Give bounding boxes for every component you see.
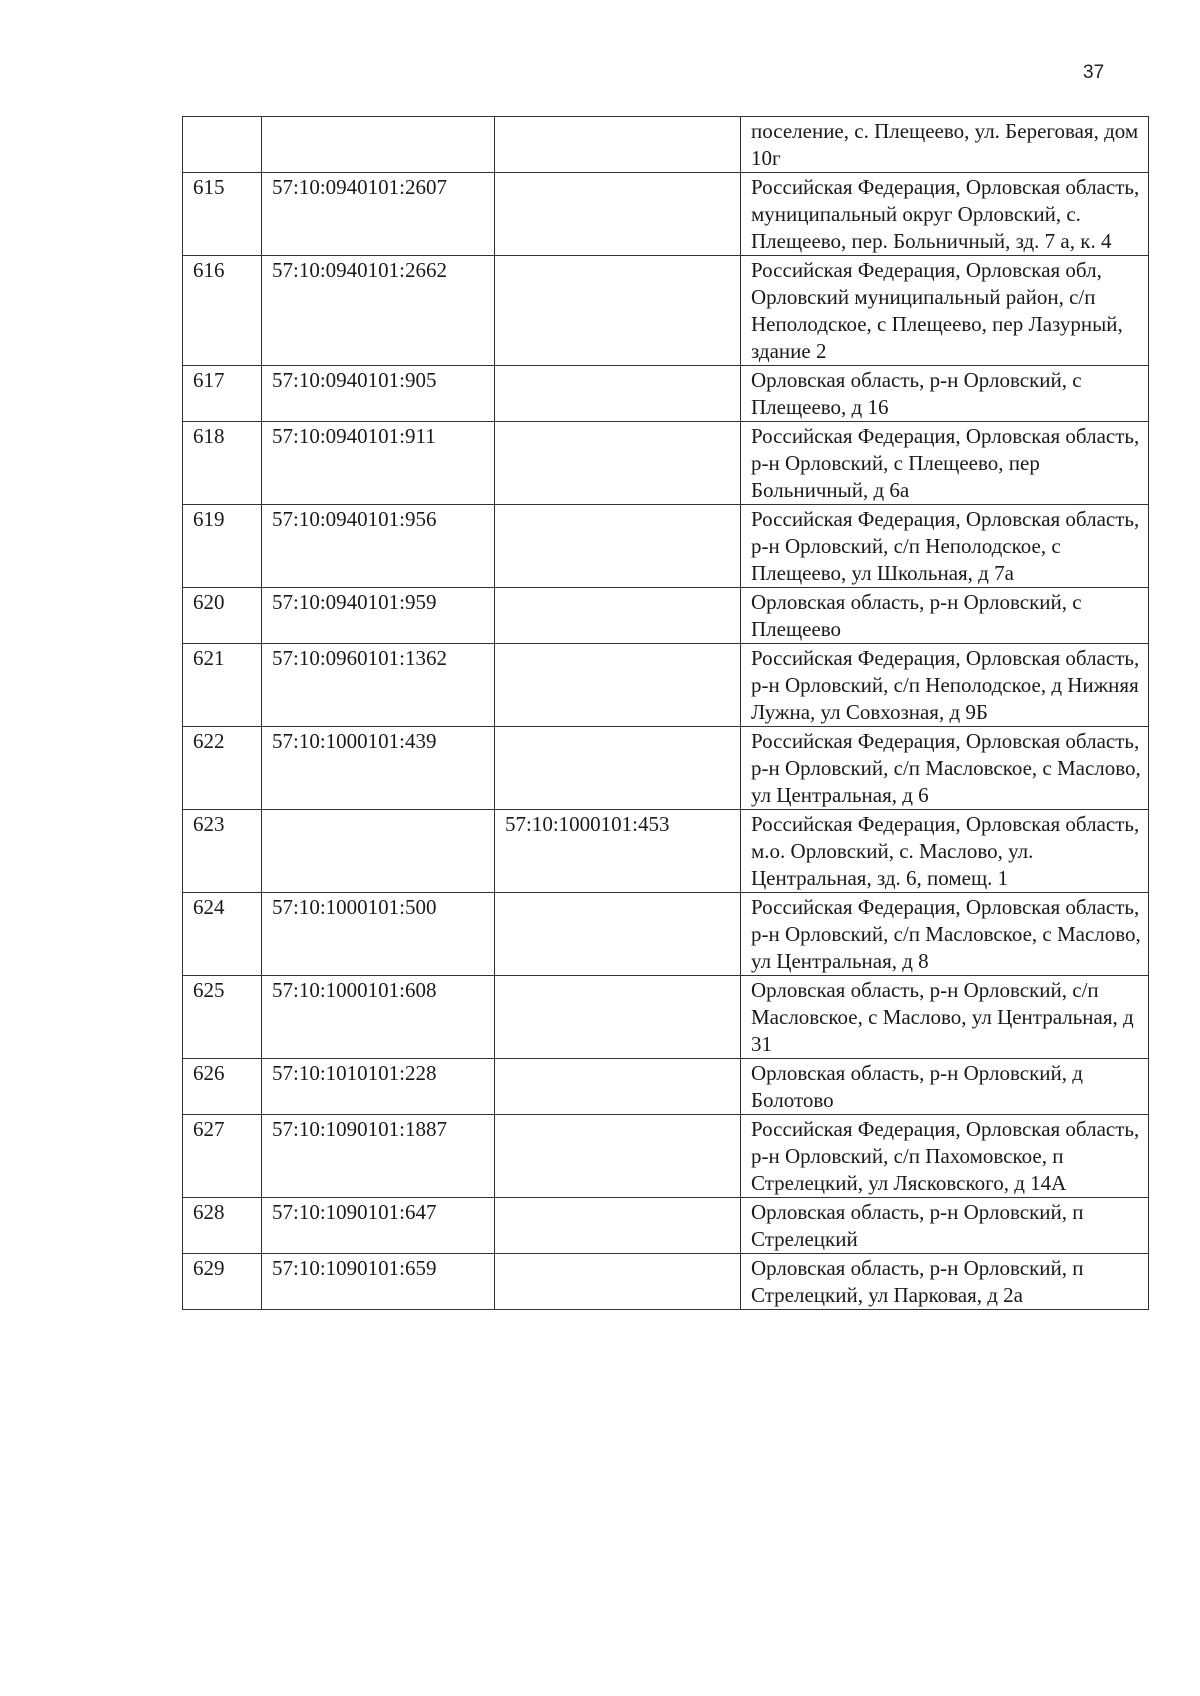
address-cell: Российская Федерация, Орловская область, р-н Орловский, с/п Пахомовское, п Стрелецкий, ул Лясковского, д 14А xyxy=(741,1115,1149,1198)
address-cell: Орловская область, р-н Орловский, д Болотово xyxy=(741,1059,1149,1115)
address-cell: поселение, с. Плещеево, ул. Береговая, дом 10г xyxy=(741,117,1149,173)
table-row xyxy=(183,1059,1149,1115)
related-cadastral-number-cell xyxy=(495,1115,741,1198)
cadastral-number-cell: 57:10:1090101:659 xyxy=(262,1254,495,1310)
page-number: 37 xyxy=(1083,62,1105,83)
related-cadastral-number-cell xyxy=(495,505,741,588)
address-cell: Российская Федерация, Орловская область, р-н Орловский, с/п Неполодское, д Нижняя Лужна, ул Совхозная, д 9Б xyxy=(741,644,1149,727)
table-row xyxy=(183,893,1149,976)
table-row xyxy=(183,256,1149,366)
address-cell: Российская Федерация, Орловская область, р-н Орловский, с Плещеево, пер Больничный, д 6а xyxy=(741,422,1149,505)
table-row xyxy=(183,588,1149,644)
cadastral-number-cell xyxy=(262,117,495,173)
cadastral-number-cell: 57:10:0940101:2607 xyxy=(262,173,495,256)
row-number-cell: 627 xyxy=(183,1115,262,1198)
cadastral-number-cell: 57:10:0940101:956 xyxy=(262,505,495,588)
row-number-cell: 616 xyxy=(183,256,262,366)
address-cell: Орловская область, р-н Орловский, п Стрелецкий, ул Парковая, д 2а xyxy=(741,1254,1149,1310)
address-cell: Орловская область, р-н Орловский, с Плещеево xyxy=(741,588,1149,644)
table-row xyxy=(183,117,1149,173)
cadastral-number-cell: 57:10:1090101:647 xyxy=(262,1198,495,1254)
row-number-cell: 615 xyxy=(183,173,262,256)
related-cadastral-number-cell xyxy=(495,117,741,173)
related-cadastral-number-cell xyxy=(495,173,741,256)
cadastral-number-cell: 57:10:1090101:1887 xyxy=(262,1115,495,1198)
related-cadastral-number-cell: 57:10:1000101:453 xyxy=(495,810,741,893)
related-cadastral-number-cell xyxy=(495,893,741,976)
cadastral-number-cell: 57:10:0940101:2662 xyxy=(262,256,495,366)
property-table xyxy=(182,116,1149,1310)
row-number-cell: 629 xyxy=(183,1254,262,1310)
related-cadastral-number-cell xyxy=(495,644,741,727)
table-row xyxy=(183,976,1149,1059)
related-cadastral-number-cell xyxy=(495,422,741,505)
table-row xyxy=(183,366,1149,422)
address-cell: Российская Федерация, Орловская область, р-н Орловский, с/п Масловское, с Маслово, ул Центральная, д 8 xyxy=(741,893,1149,976)
table-row xyxy=(183,810,1149,893)
row-number-cell: 620 xyxy=(183,588,262,644)
related-cadastral-number-cell xyxy=(495,256,741,366)
cadastral-number-cell: 57:10:1000101:500 xyxy=(262,893,495,976)
row-number-cell: 618 xyxy=(183,422,262,505)
row-number-cell: 621 xyxy=(183,644,262,727)
address-cell: Российская Федерация, Орловская область, р-н Орловский, с/п Масловское, с Маслово, ул Центральная, д 6 xyxy=(741,727,1149,810)
row-number-cell: 626 xyxy=(183,1059,262,1115)
row-number-cell: 624 xyxy=(183,893,262,976)
address-cell: Российская Федерация, Орловская обл, Орловский муниципальный район, с/п Неполодское, с Плещеево, пер Лазурный, здание 2 xyxy=(741,256,1149,366)
address-cell: Орловская область, р-н Орловский, п Стрелецкий xyxy=(741,1198,1149,1254)
table-row xyxy=(183,1115,1149,1198)
address-cell: Орловская область, р-н Орловский, с Плещеево, д 16 xyxy=(741,366,1149,422)
row-number-cell: 628 xyxy=(183,1198,262,1254)
row-number-cell: 625 xyxy=(183,976,262,1059)
related-cadastral-number-cell xyxy=(495,1198,741,1254)
related-cadastral-number-cell xyxy=(495,1059,741,1115)
address-cell: Российская Федерация, Орловская область, м.о. Орловский, с. Маслово, ул. Центральная, зд. 6, помещ. 1 xyxy=(741,810,1149,893)
related-cadastral-number-cell xyxy=(495,727,741,810)
related-cadastral-number-cell xyxy=(495,588,741,644)
related-cadastral-number-cell xyxy=(495,1254,741,1310)
address-cell: Российская Федерация, Орловская область, р-н Орловский, с/п Неполодское, с Плещеево, ул Школьная, д 7а xyxy=(741,505,1149,588)
table-row xyxy=(183,1198,1149,1254)
row-number-cell: 622 xyxy=(183,727,262,810)
row-number-cell xyxy=(183,117,262,173)
cadastral-number-cell: 57:10:1000101:608 xyxy=(262,976,495,1059)
cadastral-number-cell: 57:10:1010101:228 xyxy=(262,1059,495,1115)
cadastral-number-cell: 57:10:0940101:911 xyxy=(262,422,495,505)
table-row xyxy=(183,644,1149,727)
row-number-cell: 623 xyxy=(183,810,262,893)
related-cadastral-number-cell xyxy=(495,366,741,422)
property-table-body xyxy=(183,117,1149,1310)
related-cadastral-number-cell xyxy=(495,976,741,1059)
row-number-cell: 619 xyxy=(183,505,262,588)
row-number-cell: 617 xyxy=(183,366,262,422)
table-row xyxy=(183,505,1149,588)
table-row xyxy=(183,173,1149,256)
cadastral-number-cell: 57:10:0940101:905 xyxy=(262,366,495,422)
cadastral-number-cell: 57:10:0960101:1362 xyxy=(262,644,495,727)
table-row xyxy=(183,422,1149,505)
cadastral-number-cell: 57:10:1000101:439 xyxy=(262,727,495,810)
address-cell: Российская Федерация, Орловская область, муниципальный округ Орловский, с. Плещеево, пер. Больничный, зд. 7 а, к. 4 xyxy=(741,173,1149,256)
address-cell: Орловская область, р-н Орловский, с/п Масловское, с Маслово, ул Центральная, д 31 xyxy=(741,976,1149,1059)
table-row xyxy=(183,727,1149,810)
cadastral-number-cell xyxy=(262,810,495,893)
table-row xyxy=(183,1254,1149,1310)
cadastral-number-cell: 57:10:0940101:959 xyxy=(262,588,495,644)
